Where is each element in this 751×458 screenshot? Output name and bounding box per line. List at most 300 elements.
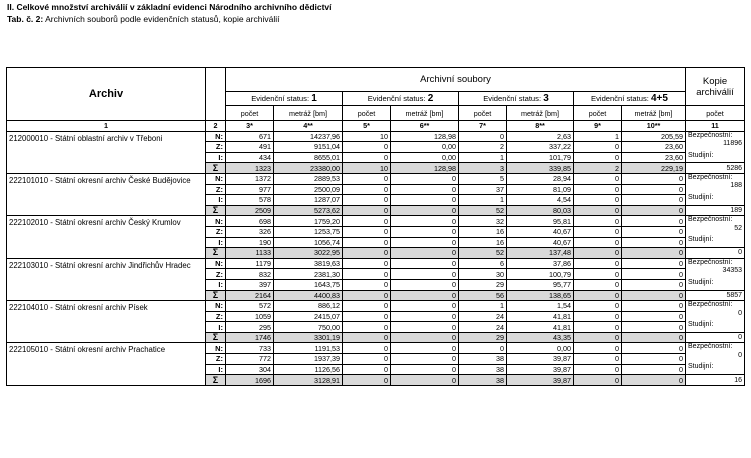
table-cell: 2: [459, 142, 507, 153]
sum-cell: 2509: [226, 205, 274, 216]
table-row: [7, 343, 745, 354]
table-cell: 0: [391, 364, 459, 375]
table-number: Tab. č. 2:: [7, 14, 44, 24]
studijni-label: Studijní:: [688, 236, 714, 244]
col-num: 5*: [343, 121, 391, 132]
table-cell: 28,94: [507, 173, 574, 184]
table-cell: 38: [459, 364, 507, 375]
table-cell: 1059: [226, 311, 274, 322]
table-cell: 1937,39: [274, 354, 343, 365]
archives-table: [6, 67, 745, 386]
bezpecnostni-label: Bezpečnostní:: [688, 216, 733, 224]
sum-cell: 80,03: [507, 205, 574, 216]
table-cell: 698: [226, 216, 274, 227]
col-num: 6**: [391, 121, 459, 132]
status-row-label: I:: [206, 279, 226, 290]
table-cell: 81,09: [507, 184, 574, 195]
sum-sigma: Σ: [206, 248, 226, 259]
sum-cell: 1323: [226, 163, 274, 174]
sum-sigma: Σ: [206, 332, 226, 343]
table-cell: 0: [622, 237, 686, 248]
table-cell: 0: [574, 269, 622, 280]
table-cell: 671: [226, 131, 274, 142]
sum-cell: 56: [459, 290, 507, 301]
sum-cell: 128,98: [391, 163, 459, 174]
table-row: [7, 216, 745, 227]
sum-cell: 0: [343, 375, 391, 386]
archive-name: 222102010 - Státní okresní archiv Český Krumlov: [7, 216, 206, 258]
header-status-2: [343, 91, 459, 106]
table-cell: 434: [226, 152, 274, 163]
table-cell: 0: [574, 311, 622, 322]
table-cell: 37: [459, 184, 507, 195]
table-cell: 0: [391, 322, 459, 333]
studijni-label: Studijní:: [688, 193, 714, 201]
bezpecnostni-label: Bezpečnostní:: [688, 173, 733, 181]
table-cell: 326: [226, 226, 274, 237]
header-metraz: metráž [bm]: [391, 106, 459, 121]
sum-cell: 229,19: [622, 163, 686, 174]
header-empty: [206, 68, 226, 121]
header-pocet: počet: [343, 106, 391, 121]
col-num: 2: [206, 121, 226, 132]
table-cell: 572: [226, 301, 274, 312]
table-cell: 0,00: [391, 142, 459, 153]
table-cell: 1759,20: [274, 216, 343, 227]
table-cell: 32: [459, 216, 507, 227]
sum-cell: 1133: [226, 248, 274, 259]
sum-cell: 39,87: [507, 375, 574, 386]
table-cell: 0: [459, 131, 507, 142]
table-cell: 0: [391, 226, 459, 237]
header-metraz: metráž [bm]: [274, 106, 343, 121]
kopie-cell: [686, 216, 745, 248]
status-row-label: N:: [206, 173, 226, 184]
sum-cell: 0: [574, 248, 622, 259]
col-num: 3*: [226, 121, 274, 132]
sum-cell: 0: [391, 290, 459, 301]
table-row: [7, 301, 745, 312]
kopie-cell: [686, 258, 745, 290]
sum-cell: 137,48: [507, 248, 574, 259]
table-cell: 578: [226, 195, 274, 206]
table-cell: 0: [574, 142, 622, 153]
table-cell: 0: [622, 279, 686, 290]
kopie-cell: [686, 343, 745, 375]
table-cell: 95,77: [507, 279, 574, 290]
bezpecnostni-value: 0: [738, 351, 743, 359]
archive-name: 222103010 - Státní okresní archiv Jindřichův Hradec: [7, 258, 206, 300]
table-cell: 0: [391, 195, 459, 206]
status-row-label: Z:: [206, 142, 226, 153]
sum-cell: 0: [622, 375, 686, 386]
col-num: 10**: [622, 121, 686, 132]
sum-cell: 1696: [226, 375, 274, 386]
table-cell: 1: [459, 195, 507, 206]
table-cell: 10: [343, 131, 391, 142]
sum-cell: 0: [622, 290, 686, 301]
table-cell: 0: [459, 343, 507, 354]
status-row-label: I:: [206, 237, 226, 248]
sum-cell: 38: [459, 375, 507, 386]
status-value: 3: [543, 92, 549, 104]
table-cell: 0: [574, 258, 622, 269]
table-cell: 1372: [226, 173, 274, 184]
col-num: 4**: [274, 121, 343, 132]
table-cell: 0: [391, 343, 459, 354]
archive-name: 222101010 - Státní okresní archiv České Budějovice: [7, 173, 206, 215]
sum-cell: 2: [574, 163, 622, 174]
table-cell: 6: [459, 258, 507, 269]
status-row-label: I:: [206, 322, 226, 333]
table-cell: 337,22: [507, 142, 574, 153]
studijni-value: 189: [686, 205, 745, 216]
table-cell: 0: [343, 226, 391, 237]
table-cell: 0: [574, 184, 622, 195]
sum-cell: 0: [574, 290, 622, 301]
sum-cell: 5273,62: [274, 205, 343, 216]
sum-cell: 0: [391, 375, 459, 386]
sum-cell: 52: [459, 248, 507, 259]
table-cell: 0: [622, 311, 686, 322]
sum-cell: 43,35: [507, 332, 574, 343]
table-cell: 24: [459, 311, 507, 322]
table-cell: 40,67: [507, 226, 574, 237]
status-row-label: Z:: [206, 269, 226, 280]
table-cell: 772: [226, 354, 274, 365]
table-cell: 0: [343, 258, 391, 269]
status-row-label: I:: [206, 364, 226, 375]
table-cell: 0: [343, 184, 391, 195]
table-cell: 397: [226, 279, 274, 290]
sum-sigma: Σ: [206, 205, 226, 216]
col-num: 9*: [574, 121, 622, 132]
sum-cell: 52: [459, 205, 507, 216]
table-caption: Archivních souborů podle evidenčních statusů, kopie archiválií: [43, 14, 280, 24]
table-cell: 0: [574, 237, 622, 248]
table-cell: 0: [622, 322, 686, 333]
status-prefix: Evidenční status:: [483, 93, 542, 103]
table-cell: 23,60: [622, 142, 686, 153]
header-pocet: počet: [226, 106, 274, 121]
table-cell: 1: [459, 301, 507, 312]
studijni-label: Studijní:: [688, 363, 714, 371]
header-status-3: [459, 91, 574, 106]
table-cell: 0: [391, 279, 459, 290]
header-kopie: Kopie archiválií: [686, 68, 745, 106]
table-cell: 295: [226, 322, 274, 333]
table-cell: 0: [391, 237, 459, 248]
table-cell: 0: [391, 301, 459, 312]
table-cell: 0: [622, 301, 686, 312]
table-cell: 0: [343, 322, 391, 333]
status-value: 2: [427, 92, 434, 104]
sum-cell: 0: [391, 332, 459, 343]
table-cell: 0: [622, 269, 686, 280]
table-cell: 30: [459, 269, 507, 280]
table-cell: 1: [574, 131, 622, 142]
table-cell: 0: [343, 343, 391, 354]
table-cell: 40,67: [507, 237, 574, 248]
table-cell: 41,81: [507, 311, 574, 322]
sum-cell: 3301,19: [274, 332, 343, 343]
table-cell: 41,81: [507, 322, 574, 333]
sum-cell: 0: [391, 248, 459, 259]
table-cell: 0,00: [391, 152, 459, 163]
status-row-label: I:: [206, 152, 226, 163]
bezpecnostni-value: 34353: [722, 267, 743, 275]
table-cell: 0: [391, 216, 459, 227]
kopie-cell: [686, 301, 745, 333]
studijni-value: 0: [686, 332, 745, 343]
table-cell: 0: [574, 364, 622, 375]
table-cell: 1,54: [507, 301, 574, 312]
table-row: [7, 173, 745, 184]
sum-cell: 0: [343, 290, 391, 301]
status-row-label: Z:: [206, 184, 226, 195]
sum-sigma: Σ: [206, 163, 226, 174]
studijni-label: Studijní:: [688, 151, 714, 159]
col-num: 8**: [507, 121, 574, 132]
status-prefix: Evidenční status:: [367, 93, 426, 103]
table-cell: 2415,07: [274, 311, 343, 322]
sum-cell: 3022,95: [274, 248, 343, 259]
header-archiv: Archiv: [7, 68, 206, 121]
header-archivni-soubory: Archivní soubory: [226, 68, 686, 92]
table-cell: 5: [459, 173, 507, 184]
table-cell: 1287,07: [274, 195, 343, 206]
table-cell: 37,86: [507, 258, 574, 269]
column-number-row: [7, 121, 745, 132]
table-cell: 1643,75: [274, 279, 343, 290]
table-cell: 0: [343, 216, 391, 227]
sum-cell: 10: [343, 163, 391, 174]
table-cell: 886,12: [274, 301, 343, 312]
table-cell: 2889,53: [274, 173, 343, 184]
table-cell: 491: [226, 142, 274, 153]
sum-cell: 3128,91: [274, 375, 343, 386]
table-cell: 1: [459, 152, 507, 163]
bezpecnostni-label: Bezpečnostní:: [688, 343, 733, 351]
table-cell: 1179: [226, 258, 274, 269]
table-cell: 832: [226, 269, 274, 280]
status-row-label: Z:: [206, 226, 226, 237]
table-cell: 0: [343, 173, 391, 184]
table-cell: 95,81: [507, 216, 574, 227]
table-cell: 0: [343, 364, 391, 375]
table-cell: 0: [574, 195, 622, 206]
kopie-cell: [686, 131, 745, 163]
studijni-value: 5857: [686, 290, 745, 301]
table-cell: 0: [622, 173, 686, 184]
table-cell: 39,87: [507, 364, 574, 375]
table-cell: 190: [226, 237, 274, 248]
sum-cell: 0: [391, 205, 459, 216]
table-cell: 2381,30: [274, 269, 343, 280]
table-cell: 0: [343, 279, 391, 290]
bezpecnostni-value: 11896: [723, 140, 743, 148]
sum-cell: 4400,83: [274, 290, 343, 301]
table-cell: 0: [343, 311, 391, 322]
table-cell: 0: [574, 301, 622, 312]
table-cell: 0: [343, 269, 391, 280]
table-cell: 3819,63: [274, 258, 343, 269]
sum-cell: 3: [459, 163, 507, 174]
table-cell: 0: [574, 354, 622, 365]
archive-name: 212000010 - Státní oblastní archiv v Třeboni: [7, 131, 206, 173]
table-cell: 0: [343, 354, 391, 365]
table-cell: 0: [574, 279, 622, 290]
header-pocet: počet: [686, 106, 745, 121]
bezpecnostni-value: 52: [734, 224, 743, 232]
sum-cell: 23380,00: [274, 163, 343, 174]
status-row-label: N:: [206, 301, 226, 312]
table-cell: 205,59: [622, 131, 686, 142]
table-cell: 0: [622, 226, 686, 237]
header-pocet: počet: [459, 106, 507, 121]
sum-cell: 0: [343, 332, 391, 343]
header-status-1: [226, 91, 343, 106]
table-cell: 4,54: [507, 195, 574, 206]
col-num: 1: [7, 121, 206, 132]
table-cell: 0: [391, 269, 459, 280]
studijni-value: 0: [686, 248, 745, 259]
table-cell: 0: [622, 343, 686, 354]
bezpecnostni-label: Bezpečnostní:: [688, 258, 733, 266]
table-cell: 733: [226, 343, 274, 354]
header-pocet: počet: [574, 106, 622, 121]
sum-cell: 0: [622, 205, 686, 216]
table-cell: 23,60: [622, 152, 686, 163]
table-row: [7, 258, 745, 269]
table-cell: 0: [343, 237, 391, 248]
table-cell: 101,79: [507, 152, 574, 163]
kopie-cell: [686, 173, 745, 205]
table-cell: 1126,56: [274, 364, 343, 375]
report-title: II. Celkové množství archiválií v základní evidenci Národního archivního dědictví: [7, 2, 332, 12]
table-cell: 0: [574, 343, 622, 354]
sum-cell: 0: [574, 375, 622, 386]
studijni-value: 5286: [686, 163, 745, 174]
table-cell: 0: [574, 322, 622, 333]
sum-cell: 0: [574, 205, 622, 216]
header-metraz: metráž [bm]: [507, 106, 574, 121]
table-cell: 1056,74: [274, 237, 343, 248]
table-cell: 0: [622, 216, 686, 227]
table-cell: 0: [391, 173, 459, 184]
status-row-label: Z:: [206, 354, 226, 365]
sum-cell: 339,85: [507, 163, 574, 174]
table-cell: 39,87: [507, 354, 574, 365]
table-cell: 0: [343, 301, 391, 312]
table-cell: 0: [622, 195, 686, 206]
status-row-label: I:: [206, 195, 226, 206]
sum-cell: 0: [343, 205, 391, 216]
table-cell: 304: [226, 364, 274, 375]
bezpecnostni-label: Bezpečnostní:: [688, 301, 733, 309]
sum-sigma: Σ: [206, 290, 226, 301]
table-cell: 0: [622, 258, 686, 269]
sum-cell: 0: [343, 248, 391, 259]
table-cell: 1191,53: [274, 343, 343, 354]
table-cell: 16: [459, 226, 507, 237]
table-cell: 2500,09: [274, 184, 343, 195]
table-cell: 38: [459, 354, 507, 365]
status-prefix: Evidenční status:: [251, 93, 310, 103]
table-cell: 0: [574, 173, 622, 184]
table-cell: 0: [343, 195, 391, 206]
table-cell: 0: [391, 258, 459, 269]
sum-cell: 0: [622, 248, 686, 259]
header-status-45: [574, 91, 686, 106]
status-row-label: N:: [206, 343, 226, 354]
status-value: 4+5: [651, 92, 668, 104]
bezpecnostni-value: 0: [738, 309, 743, 317]
col-num: 11: [686, 121, 745, 132]
status-row-label: N:: [206, 258, 226, 269]
table-cell: 750,00: [274, 322, 343, 333]
table-cell: 128,98: [391, 131, 459, 142]
table-cell: 16: [459, 237, 507, 248]
table-cell: 0: [391, 184, 459, 195]
status-row-label: N:: [206, 131, 226, 142]
table-cell: 0: [391, 354, 459, 365]
bezpecnostni-label: Bezpečnostní:: [688, 131, 733, 139]
status-prefix: Evidenční status:: [591, 93, 649, 103]
sum-cell: 2164: [226, 290, 274, 301]
header-metraz: metráž [bm]: [622, 106, 686, 121]
table-cell: 0,00: [507, 343, 574, 354]
table-cell: 9151,04: [274, 142, 343, 153]
sum-sigma: Σ: [206, 375, 226, 386]
sum-cell: 0: [574, 332, 622, 343]
archive-name: 222104010 - Státní okresní archiv Písek: [7, 301, 206, 343]
table-cell: 14237,96: [274, 131, 343, 142]
table-cell: 100,79: [507, 269, 574, 280]
status-row-label: Z:: [206, 311, 226, 322]
table-cell: 0: [574, 216, 622, 227]
table-cell: 24: [459, 322, 507, 333]
studijni-value: 16: [686, 375, 745, 386]
table-cell: 0: [622, 354, 686, 365]
table-cell: 0: [574, 152, 622, 163]
table-cell: 2,63: [507, 131, 574, 142]
studijni-label: Studijní:: [688, 278, 714, 286]
status-row-label: N:: [206, 216, 226, 227]
archive-name: 222105010 - Státní okresní archiv Prachatice: [7, 343, 206, 385]
sum-cell: 138,65: [507, 290, 574, 301]
table-cell: 0: [574, 226, 622, 237]
table-cell: 8655,01: [274, 152, 343, 163]
bezpecnostni-value: 188: [730, 182, 743, 190]
table-row: [7, 131, 745, 142]
studijni-label: Studijní:: [688, 321, 714, 329]
table-cell: 977: [226, 184, 274, 195]
table-cell: 0: [622, 184, 686, 195]
col-num: 7*: [459, 121, 507, 132]
sum-cell: 1746: [226, 332, 274, 343]
table-cell: 0: [622, 364, 686, 375]
sum-cell: 0: [622, 332, 686, 343]
table-cell: 29: [459, 279, 507, 290]
sum-cell: 29: [459, 332, 507, 343]
table-subtitle: [7, 14, 279, 24]
table-cell: 0: [343, 142, 391, 153]
table-cell: 0: [391, 311, 459, 322]
status-value: 1: [311, 92, 317, 104]
table-cell: 1253,75: [274, 226, 343, 237]
table-cell: 0: [343, 152, 391, 163]
